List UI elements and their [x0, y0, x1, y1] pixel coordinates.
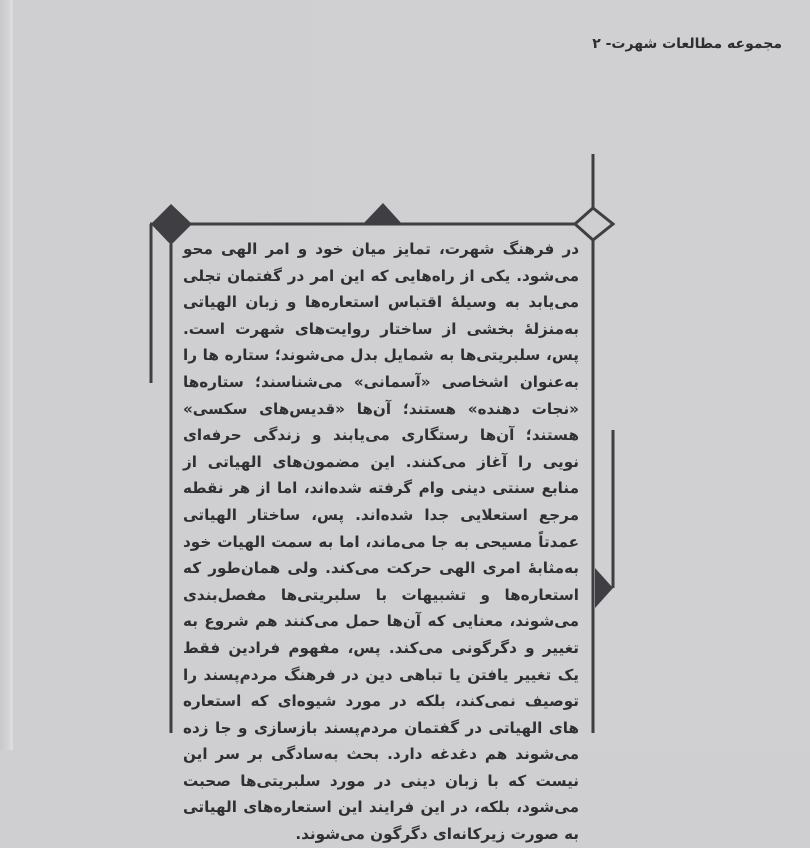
back-cover-blurb: [183, 236, 579, 848]
side-triangle-icon: [595, 568, 613, 608]
blurb-paragraph: در فرهنگ شهرت، تمایز میان خود و امر الهی محو می‌شود. یکی از راه‌هایی که این امر در گفتمان تجلی می‌یابد به وسیلهٔ اقتباس استعاره‌ها و زبان الهیاتی به‌منزلهٔ بخشی از ساختار روایت‌های شهرت است. پس، سلبریتی‌ها به شمایل بدل می‌شوند؛ ستاره ها را به‌عنوان اشخاصی «آسمانی» می‌شناسند؛ ستاره‌ها «نجات دهنده» هستند؛ آن‌ها «قدیس‌های سکسی» هستند؛ آن‌ها رستگاری می‌یابند و زندگی حرفه‌ای نویی را آغاز می‌کنند. این مضمون‌های الهیاتی از منابع سنتی دینی وام گرفته شده‌اند، اما از هر نقطه مرجع استعلایی جدا شده‌اند. پس، ساختار الهیاتی عمدتاً مسیحی به جا می‌ماند، اما به سمت الهیات خود به‌مثابهٔ امری الهی حرکت می‌کند. ولی همان‌طور که استعاره‌ها و تشبیهات با سلبریتی‌ها مفصل‌بندی می‌شوند، معنایی که آن‌ها حمل می‌کنند هم شروع به تغییر و دگرگونی می‌کند. پس، مفهوم فرادین فقط یک تغییر یافتن یا تباهی دین در فرهنگ مردم‌پسند را توصیف نمی‌کند، بلکه در مورد شیوه‌ای که استعاره های الهیاتی در گفتمان مردم‌پسند بازسازی و جا زده می‌شوند هم دغدغه دارد. بحث به‌سادگی بر سر این نیست که با زبان دینی در مورد سلبریتی‌ها صحبت می‌شود، بلکه، در این فرایند این استعاره‌های الهیاتی به صورت زیرکانه‌ای دگرگون می‌شوند.: [183, 240, 579, 844]
filled-triangle-icon: [363, 203, 402, 224]
outline-diamond-icon: [575, 208, 613, 240]
series-title: مجموعه مطالعات شهرت- ۲: [592, 36, 782, 52]
